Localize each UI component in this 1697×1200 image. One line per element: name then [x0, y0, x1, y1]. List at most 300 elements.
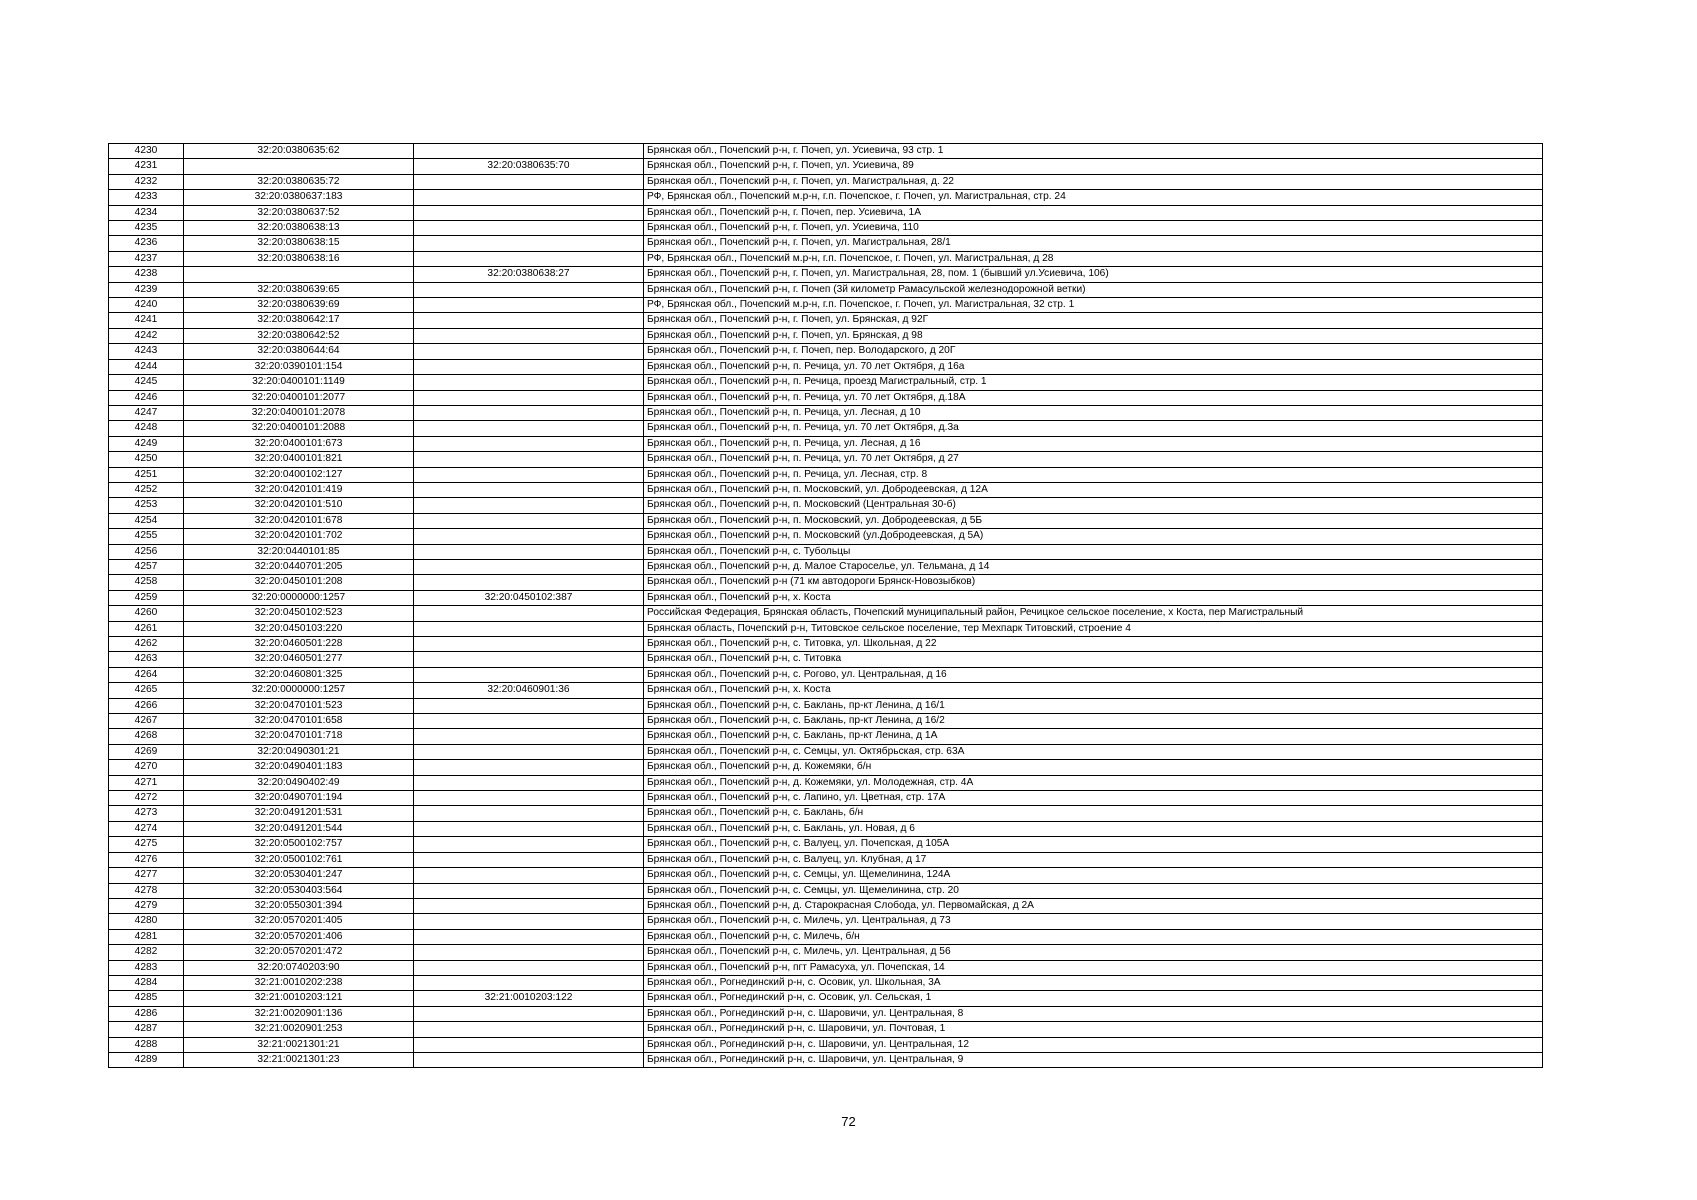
cadastral-number-cell: 32:21:0020901:253: [184, 1022, 414, 1037]
address-cell: Брянская обл., Рогнединский р-н, с. Шаровичи, ул. Почтовая, 1: [644, 1022, 1543, 1037]
table-row: [109, 698, 1543, 713]
address-cell: Брянская обл., Почепский р-н, с. Семцы, ул. Щемелинина, стр. 20: [644, 883, 1543, 898]
row-number-cell: 4238: [109, 267, 184, 282]
related-cadastral-number-cell: 32:20:0450102:387: [414, 590, 644, 605]
address-cell: Брянская обл., Почепский р-н, х. Коста: [644, 683, 1543, 698]
cadastral-number-cell: 32:20:0570201:406: [184, 929, 414, 944]
related-cadastral-number-cell: [414, 868, 644, 883]
table-row: [109, 729, 1543, 744]
related-cadastral-number-cell: [414, 174, 644, 189]
address-cell: Брянская обл., Почепский р-н, п. Речица, ул. 70 лет Октября, д 16а: [644, 359, 1543, 374]
table-row: [109, 683, 1543, 698]
address-cell: Брянская обл., Почепский р-н, с. Тубольцы: [644, 544, 1543, 559]
table-row: [109, 1052, 1543, 1067]
related-cadastral-number-cell: 32:21:0010203:122: [414, 991, 644, 1006]
table-row: [109, 914, 1543, 929]
row-number-cell: 4272: [109, 791, 184, 806]
address-cell: Брянская обл., Почепский р-н, д. Старокрасная Слобода, ул. Первомайская, д 2А: [644, 898, 1543, 913]
table-row: [109, 852, 1543, 867]
table-row: [109, 144, 1543, 159]
row-number-cell: 4266: [109, 698, 184, 713]
cadastral-number-cell: 32:20:0550301:394: [184, 898, 414, 913]
cadastral-number-cell: 32:20:0380644:64: [184, 344, 414, 359]
related-cadastral-number-cell: [414, 637, 644, 652]
cadastral-number-cell: 32:20:0400102:127: [184, 467, 414, 482]
table-row: [109, 390, 1543, 405]
table-row: [109, 405, 1543, 420]
related-cadastral-number-cell: [414, 467, 644, 482]
address-cell: Брянская обл., Почепский р-н, с. Милечь, ул. Центральная, д 56: [644, 945, 1543, 960]
address-cell: Брянская обл., Почепский р-н, с. Баклань, пр-кт Ленина, д 16/2: [644, 714, 1543, 729]
related-cadastral-number-cell: [414, 313, 644, 328]
cadastral-number-cell: 32:20:0570201:405: [184, 914, 414, 929]
cadastral-number-cell: 32:21:0021301:23: [184, 1052, 414, 1067]
row-number-cell: 4231: [109, 159, 184, 174]
row-number-cell: 4264: [109, 667, 184, 682]
table-row: [109, 975, 1543, 990]
related-cadastral-number-cell: [414, 236, 644, 251]
address-cell: Брянская обл., Почепский р-н, с. Баклань, ул. Новая, д 6: [644, 821, 1543, 836]
address-cell: Брянская обл., Рогнединский р-н, с. Шаровичи, ул. Центральная, 12: [644, 1037, 1543, 1052]
address-cell: Брянская обл., Почепский р-н, п. Речица, ул. Лесная, стр. 8: [644, 467, 1543, 482]
row-number-cell: 4278: [109, 883, 184, 898]
page-number: 72: [841, 1114, 856, 1129]
table-row: [109, 791, 1543, 806]
row-number-cell: 4259: [109, 590, 184, 605]
address-cell: Брянская обл., Почепский р-н, п. Речица, проезд Магистральный, стр. 1: [644, 375, 1543, 390]
table-row: [109, 344, 1543, 359]
related-cadastral-number-cell: [414, 714, 644, 729]
cadastral-number-cell: 32:21:0010202:238: [184, 975, 414, 990]
related-cadastral-number-cell: [414, 1037, 644, 1052]
address-cell: Брянская обл., Почепский р-н, п. Речица, ул. 70 лет Октября, д 27: [644, 452, 1543, 467]
cadastral-number-cell: 32:20:0400101:821: [184, 452, 414, 467]
table-row: [109, 744, 1543, 759]
row-number-cell: 4273: [109, 806, 184, 821]
cadastral-number-cell: 32:20:0380639:65: [184, 282, 414, 297]
related-cadastral-number-cell: 32:20:0460901:36: [414, 683, 644, 698]
table-row: [109, 436, 1543, 451]
cadastral-number-cell: 32:20:0490401:183: [184, 760, 414, 775]
address-cell: Брянская обл., Почепский р-н, с. Баклань, пр-кт Ленина, д 1А: [644, 729, 1543, 744]
row-number-cell: 4281: [109, 929, 184, 944]
related-cadastral-number-cell: [414, 544, 644, 559]
row-number-cell: 4274: [109, 821, 184, 836]
row-number-cell: 4251: [109, 467, 184, 482]
row-number-cell: 4253: [109, 498, 184, 513]
row-number-cell: 4233: [109, 190, 184, 205]
address-cell: Брянская обл., Почепский р-н, г. Почеп, ул. Магистральная, д. 22: [644, 174, 1543, 189]
row-number-cell: 4288: [109, 1037, 184, 1052]
table-row: [109, 1037, 1543, 1052]
table-row: [109, 898, 1543, 913]
related-cadastral-number-cell: [414, 821, 644, 836]
row-number-cell: 4237: [109, 251, 184, 266]
cadastral-number-cell: 32:20:0500102:761: [184, 852, 414, 867]
table-row: [109, 159, 1543, 174]
cadastral-number-cell: 32:20:0460501:228: [184, 637, 414, 652]
table-row: [109, 467, 1543, 482]
table-row: [109, 960, 1543, 975]
address-cell: РФ, Брянская обл., Почепский м.р-н, г.п. Почепское, г. Почеп, ул. Магистральная, д 28: [644, 251, 1543, 266]
address-cell: Брянская область, Почепский р-н, Титовское сельское поселение, тер Мехпарк Титовский, строение 4: [644, 621, 1543, 636]
row-number-cell: 4276: [109, 852, 184, 867]
cadastral-number-cell: 32:20:0380638:13: [184, 221, 414, 236]
related-cadastral-number-cell: [414, 652, 644, 667]
cadastral-number-cell: 32:20:0740203:90: [184, 960, 414, 975]
table-row: [109, 313, 1543, 328]
address-cell: Брянская обл., Почепский р-н, п. Московский, ул. Добродеевская, д 12А: [644, 482, 1543, 497]
row-number-cell: 4249: [109, 436, 184, 451]
related-cadastral-number-cell: 32:20:0380635:70: [414, 159, 644, 174]
row-number-cell: 4252: [109, 482, 184, 497]
related-cadastral-number-cell: [414, 806, 644, 821]
address-cell: Брянская обл., Почепский р-н, г. Почеп, ул. Усиевича, 89: [644, 159, 1543, 174]
cadastral-number-cell: 32:20:0460501:277: [184, 652, 414, 667]
cadastral-number-cell: 32:20:0380637:183: [184, 190, 414, 205]
row-number-cell: 4254: [109, 513, 184, 528]
row-number-cell: 4258: [109, 575, 184, 590]
row-number-cell: 4270: [109, 760, 184, 775]
cadastral-number-cell: 32:20:0380638:15: [184, 236, 414, 251]
address-cell: Брянская обл., Почепский р-н, п. Московский (Центральная 30-б): [644, 498, 1543, 513]
related-cadastral-number-cell: [414, 190, 644, 205]
related-cadastral-number-cell: [414, 606, 644, 621]
table-row: [109, 929, 1543, 944]
address-cell: Брянская обл., Почепский р-н (71 км автодороги Брянск-Новозыбков): [644, 575, 1543, 590]
cadastral-number-cell: 32:20:0470101:718: [184, 729, 414, 744]
row-number-cell: 4279: [109, 898, 184, 913]
table-row: [109, 837, 1543, 852]
related-cadastral-number-cell: [414, 914, 644, 929]
address-cell: Брянская обл., Почепский р-н, с. Титовка, ул. Школьная, д 22: [644, 637, 1543, 652]
address-cell: Брянская обл., Рогнединский р-н, с. Шаровичи, ул. Центральная, 8: [644, 1006, 1543, 1021]
row-number-cell: 4262: [109, 637, 184, 652]
related-cadastral-number-cell: [414, 436, 644, 451]
table-row: [109, 883, 1543, 898]
table-row: [109, 529, 1543, 544]
row-number-cell: 4232: [109, 174, 184, 189]
related-cadastral-number-cell: [414, 375, 644, 390]
cadastral-number-cell: 32:20:0000000:1257: [184, 683, 414, 698]
address-cell: Брянская обл., Рогнединский р-н, с. Шаровичи, ул. Центральная, 9: [644, 1052, 1543, 1067]
cadastral-number-cell: 32:20:0390101:154: [184, 359, 414, 374]
cadastral-number-cell: 32:20:0380635:62: [184, 144, 414, 159]
related-cadastral-number-cell: [414, 328, 644, 343]
cadastral-number-cell: 32:20:0491201:531: [184, 806, 414, 821]
row-number-cell: 4236: [109, 236, 184, 251]
table-row: [109, 498, 1543, 513]
related-cadastral-number-cell: [414, 929, 644, 944]
address-cell: Брянская обл., Почепский р-н, с. Титовка: [644, 652, 1543, 667]
cadastral-number-cell: 32:20:0570201:472: [184, 945, 414, 960]
address-cell: Брянская обл., Почепский р-н, г. Почеп, пер. Володарского, д 20Г: [644, 344, 1543, 359]
related-cadastral-number-cell: [414, 837, 644, 852]
row-number-cell: 4248: [109, 421, 184, 436]
related-cadastral-number-cell: [414, 513, 644, 528]
cadastral-number-cell: 32:20:0420101:702: [184, 529, 414, 544]
table-row: [109, 1006, 1543, 1021]
row-number-cell: 4230: [109, 144, 184, 159]
row-number-cell: 4267: [109, 714, 184, 729]
cadastral-number-cell: 32:20:0490701:194: [184, 791, 414, 806]
table-row: [109, 251, 1543, 266]
row-number-cell: 4246: [109, 390, 184, 405]
table-row: [109, 421, 1543, 436]
cadastral-number-cell: [184, 159, 414, 174]
address-cell: Брянская обл., Почепский р-н, г. Почеп, ул. Усиевича, 93 стр. 1: [644, 144, 1543, 159]
related-cadastral-number-cell: [414, 760, 644, 775]
address-cell: Брянская обл., Почепский р-н, г. Почеп, ул. Брянская, д 92Г: [644, 313, 1543, 328]
related-cadastral-number-cell: [414, 205, 644, 220]
address-cell: Брянская обл., Почепский р-н, с. Валуец, ул. Клубная, д 17: [644, 852, 1543, 867]
table-row: [109, 991, 1543, 1006]
address-cell: Брянская обл., Почепский р-н, п. Речица, ул. 70 лет Октября, д.3а: [644, 421, 1543, 436]
address-cell: Брянская обл., Почепский р-н, г. Почеп, ул. Усиевича, 110: [644, 221, 1543, 236]
table-row: [109, 236, 1543, 251]
address-cell: Брянская обл., Почепский р-н, п. Речица, ул. 70 лет Октября, д.18А: [644, 390, 1543, 405]
row-number-cell: 4263: [109, 652, 184, 667]
cadastral-number-cell: 32:20:0400101:2088: [184, 421, 414, 436]
related-cadastral-number-cell: [414, 775, 644, 790]
address-cell: Брянская обл., Почепский р-н, г. Почеп, ул. Магистральная, 28, пом. 1 (бывший ул.Усиевича, 106): [644, 267, 1543, 282]
table-row: [109, 590, 1543, 605]
address-cell: Брянская обл., Почепский р-н, с. Лапино, ул. Цветная, стр. 17А: [644, 791, 1543, 806]
row-number-cell: 4271: [109, 775, 184, 790]
related-cadastral-number-cell: [414, 1006, 644, 1021]
table-row: [109, 559, 1543, 574]
row-number-cell: 4240: [109, 298, 184, 313]
cadastral-number-cell: 32:20:0380639:69: [184, 298, 414, 313]
cadastral-number-cell: 32:20:0400101:673: [184, 436, 414, 451]
row-number-cell: 4234: [109, 205, 184, 220]
related-cadastral-number-cell: [414, 729, 644, 744]
cadastral-number-cell: 32:21:0021301:21: [184, 1037, 414, 1052]
address-cell: Брянская обл., Рогнединский р-н, с. Осовик, ул. Сельская, 1: [644, 991, 1543, 1006]
table-row: [109, 205, 1543, 220]
cadastral-number-cell: 32:20:0460801:325: [184, 667, 414, 682]
related-cadastral-number-cell: [414, 621, 644, 636]
related-cadastral-number-cell: [414, 559, 644, 574]
cadastral-number-cell: 32:20:0000000:1257: [184, 590, 414, 605]
related-cadastral-number-cell: [414, 251, 644, 266]
related-cadastral-number-cell: [414, 960, 644, 975]
table-row: [109, 221, 1543, 236]
table-row: [109, 513, 1543, 528]
row-number-cell: 4280: [109, 914, 184, 929]
table-row: [109, 1022, 1543, 1037]
cadastral-number-cell: 32:20:0490301:21: [184, 744, 414, 759]
cadastral-number-cell: 32:20:0470101:523: [184, 698, 414, 713]
address-cell: Брянская обл., Почепский р-н, п. Московский (ул.Добродеевская, д 5А): [644, 529, 1543, 544]
cadastral-number-cell: 32:20:0450101:208: [184, 575, 414, 590]
related-cadastral-number-cell: 32:20:0380638:27: [414, 267, 644, 282]
cadastral-number-cell: 32:20:0450102:523: [184, 606, 414, 621]
address-cell: Брянская обл., Рогнединский р-н, с. Осовик, ул. Школьная, 3А: [644, 975, 1543, 990]
cadastral-number-cell: 32:20:0380642:52: [184, 328, 414, 343]
table-row: [109, 267, 1543, 282]
table-row: [109, 945, 1543, 960]
table-row: [109, 806, 1543, 821]
row-number-cell: 4286: [109, 1006, 184, 1021]
cadastral-number-cell: 32:20:0530401:247: [184, 868, 414, 883]
table-row: [109, 298, 1543, 313]
related-cadastral-number-cell: [414, 421, 644, 436]
row-number-cell: 4242: [109, 328, 184, 343]
address-cell: Брянская обл., Почепский р-н, г. Почеп, пер. Усиевича, 1А: [644, 205, 1543, 220]
cadastral-number-cell: 32:20:0420101:678: [184, 513, 414, 528]
table-row: [109, 282, 1543, 297]
row-number-cell: 4257: [109, 559, 184, 574]
row-number-cell: 4285: [109, 991, 184, 1006]
cadastral-number-cell: 32:20:0470101:658: [184, 714, 414, 729]
table-row: [109, 637, 1543, 652]
related-cadastral-number-cell: [414, 482, 644, 497]
cadastral-number-cell: 32:20:0450103:220: [184, 621, 414, 636]
row-number-cell: 4260: [109, 606, 184, 621]
address-cell: Брянская обл., Почепский р-н, с. Баклань, пр-кт Ленина, д 16/1: [644, 698, 1543, 713]
address-cell: Брянская обл., Почепский р-н, г. Почеп, ул. Магистральная, 28/1: [644, 236, 1543, 251]
address-cell: Брянская обл., Почепский р-н, с. Рогово, ул. Центральная, д 16: [644, 667, 1543, 682]
related-cadastral-number-cell: [414, 698, 644, 713]
table-row: [109, 667, 1543, 682]
table-row: [109, 775, 1543, 790]
address-cell: Брянская обл., Почепский р-н, с. Семцы, ул. Октябрьская, стр. 63А: [644, 744, 1543, 759]
table-row: [109, 575, 1543, 590]
table-row: [109, 621, 1543, 636]
table-row: [109, 868, 1543, 883]
related-cadastral-number-cell: [414, 405, 644, 420]
row-number-cell: 4268: [109, 729, 184, 744]
address-cell: Брянская обл., Почепский р-н, х. Коста: [644, 590, 1543, 605]
related-cadastral-number-cell: [414, 390, 644, 405]
table-row: [109, 714, 1543, 729]
address-cell: Брянская обл., Почепский р-н, с. Милечь, ул. Центральная, д 73: [644, 914, 1543, 929]
address-cell: Брянская обл., Почепский р-н, п. Московский, ул. Добродеевская, д 5Б: [644, 513, 1543, 528]
related-cadastral-number-cell: [414, 144, 644, 159]
table-row: [109, 375, 1543, 390]
row-number-cell: 4243: [109, 344, 184, 359]
table-row: [109, 452, 1543, 467]
address-cell: Брянская обл., Почепский р-н, пгт Рамасуха, ул. Почепская, 14: [644, 960, 1543, 975]
cadastral-number-cell: 32:20:0440701:205: [184, 559, 414, 574]
cadastral-number-cell: 32:20:0380637:52: [184, 205, 414, 220]
related-cadastral-number-cell: [414, 791, 644, 806]
row-number-cell: 4250: [109, 452, 184, 467]
related-cadastral-number-cell: [414, 975, 644, 990]
row-number-cell: 4255: [109, 529, 184, 544]
table-row: [109, 544, 1543, 559]
address-cell: Брянская обл., Почепский р-н, д. Кожемяки, б/н: [644, 760, 1543, 775]
table-row: [109, 652, 1543, 667]
table-row: [109, 606, 1543, 621]
cadastral-number-cell: [184, 267, 414, 282]
related-cadastral-number-cell: [414, 1022, 644, 1037]
address-cell: Брянская обл., Почепский р-н, г. Почеп (3й километр Рамасульской железнодорожной ветки): [644, 282, 1543, 297]
cadastral-number-cell: 32:20:0490402:49: [184, 775, 414, 790]
related-cadastral-number-cell: [414, 359, 644, 374]
row-number-cell: 4284: [109, 975, 184, 990]
row-number-cell: 4245: [109, 375, 184, 390]
registry-table-body: [109, 144, 1543, 1068]
related-cadastral-number-cell: [414, 498, 644, 513]
address-cell: Брянская обл., Почепский р-н, п. Речица, ул. Лесная, д 16: [644, 436, 1543, 451]
cadastral-number-cell: 32:20:0420101:419: [184, 482, 414, 497]
row-number-cell: 4235: [109, 221, 184, 236]
cadastral-number-cell: 32:20:0420101:510: [184, 498, 414, 513]
row-number-cell: 4269: [109, 744, 184, 759]
cadastral-number-cell: 32:20:0400101:2077: [184, 390, 414, 405]
address-cell: Брянская обл., Почепский р-н, д. Кожемяки, ул. Молодежная, стр. 4А: [644, 775, 1543, 790]
related-cadastral-number-cell: [414, 667, 644, 682]
cadastral-number-cell: 32:20:0400101:2078: [184, 405, 414, 420]
related-cadastral-number-cell: [414, 344, 644, 359]
related-cadastral-number-cell: [414, 452, 644, 467]
registry-table: [108, 143, 1543, 1068]
cadastral-number-cell: 32:20:0380638:16: [184, 251, 414, 266]
row-number-cell: 4239: [109, 282, 184, 297]
row-number-cell: 4247: [109, 405, 184, 420]
cadastral-number-cell: 32:20:0491201:544: [184, 821, 414, 836]
address-cell: Брянская обл., Почепский р-н, с. Валуец, ул. Почепская, д 105А: [644, 837, 1543, 852]
table-row: [109, 821, 1543, 836]
related-cadastral-number-cell: [414, 1052, 644, 1067]
address-cell: Брянская обл., Почепский р-н, с. Баклань, б/н: [644, 806, 1543, 821]
row-number-cell: 4275: [109, 837, 184, 852]
cadastral-number-cell: 32:20:0400101:1149: [184, 375, 414, 390]
row-number-cell: 4261: [109, 621, 184, 636]
related-cadastral-number-cell: [414, 298, 644, 313]
cadastral-number-cell: 32:20:0500102:757: [184, 837, 414, 852]
row-number-cell: 4277: [109, 868, 184, 883]
related-cadastral-number-cell: [414, 282, 644, 297]
table-row: [109, 190, 1543, 205]
address-cell: РФ, Брянская обл., Почепский м.р-н, г.п. Почепское, г. Почеп, ул. Магистральная, 32 стр. 1: [644, 298, 1543, 313]
related-cadastral-number-cell: [414, 852, 644, 867]
row-number-cell: 4256: [109, 544, 184, 559]
table-row: [109, 328, 1543, 343]
address-cell: Брянская обл., Почепский р-н, с. Семцы, ул. Щемелинина, 124А: [644, 868, 1543, 883]
cadastral-number-cell: 32:20:0530403:564: [184, 883, 414, 898]
related-cadastral-number-cell: [414, 575, 644, 590]
row-number-cell: 4241: [109, 313, 184, 328]
related-cadastral-number-cell: [414, 883, 644, 898]
related-cadastral-number-cell: [414, 898, 644, 913]
table-row: [109, 482, 1543, 497]
cadastral-number-cell: 32:21:0020901:136: [184, 1006, 414, 1021]
table-row: [109, 760, 1543, 775]
related-cadastral-number-cell: [414, 529, 644, 544]
row-number-cell: 4244: [109, 359, 184, 374]
address-cell: Российская Федерация, Брянская область, Почепский муниципальный район, Речицкое сельское поселение, х Коста, пер Магистральный: [644, 606, 1543, 621]
row-number-cell: 4265: [109, 683, 184, 698]
address-cell: РФ, Брянская обл., Почепский м.р-н, г.п. Почепское, г. Почеп, ул. Магистральная, стр. 24: [644, 190, 1543, 205]
cadastral-number-cell: 32:20:0380635:72: [184, 174, 414, 189]
table-row: [109, 359, 1543, 374]
related-cadastral-number-cell: [414, 744, 644, 759]
address-cell: Брянская обл., Почепский р-н, п. Речица, ул. Лесная, д 10: [644, 405, 1543, 420]
related-cadastral-number-cell: [414, 221, 644, 236]
related-cadastral-number-cell: [414, 945, 644, 960]
row-number-cell: 4282: [109, 945, 184, 960]
table-row: [109, 174, 1543, 189]
address-cell: Брянская обл., Почепский р-н, г. Почеп, ул. Брянская, д 98: [644, 328, 1543, 343]
cadastral-number-cell: 32:20:0440101:85: [184, 544, 414, 559]
row-number-cell: 4289: [109, 1052, 184, 1067]
row-number-cell: 4283: [109, 960, 184, 975]
address-cell: Брянская обл., Почепский р-н, с. Милечь, б/н: [644, 929, 1543, 944]
cadastral-number-cell: 32:20:0380642:17: [184, 313, 414, 328]
